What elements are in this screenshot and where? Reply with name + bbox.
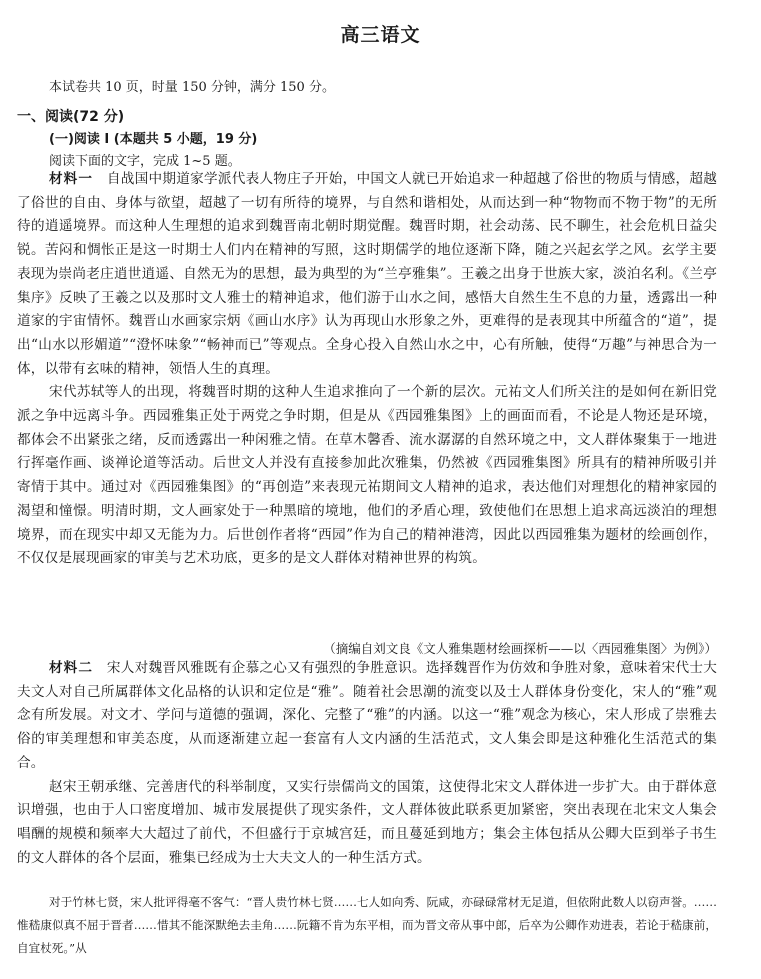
note-paragraph: 对于竹林七贤，宋人批评得毫不客气：“晋人贵竹林七贤……七人如向秀、阮咸，亦碌碌常材无足道，但依附此数人以窃声誉。……惟嵇康似真不屈于晋者……惜其不能深默绝去圭角……阮籍不肯为东平相，而为晋文帝从事中郎，后卒为公卿作劝进表，若论于嵇康前，自宜杖死。”从 (17, 895, 717, 955)
section-heading: 一、阅读(72 分) (17, 109, 125, 125)
material-one-paragraph-2: 宋代苏轼等人的出现，将魏晋时期的这种人生追求推向了一个新的层次。元祐文人们所关注的是如何在新旧党派之争中远离斗争。西园雅集正处于两党之争时期，但是从《西园雅集图》上的画面而看，不论是人物还是环境，都体会不出紧张之绪，反而透露出一种闲雅之情。在草木馨香、流水潺潺的自然环境之中，文人群体聚集于一地进行挥毫作画、谈禅论道等活动。后世文人并没有直接参加此次雅集，仍然被《西园雅集图》所具有的精神所吸引并寄情于其中。通过对《西园雅集图》的“再创造”来表现元祐期间文人精神的追求，表达他们对理想化的精神家园的渴望和憧憬。明清时期，文人画家处于一种黑暗的境地，他们的矛盾心理，致使他们在思想上追求高远淡泊的理想境界，而在现实中却又无能为力。后世创作者将“西园”作为自己的精神港湾，因此以西园雅集为题材的绘画创作，不仅仅是展现画家的审美与艺术功底，更多的是文人群体对精神世界的构筑。 (17, 384, 717, 567)
material-two (17, 657, 717, 870)
material-two-paragraph-2: 赵宋王朝承继、完善唐代的科举制度，又实行崇儒尚文的国策，这使得北宋文人群体进一步扩大。由于群体意识增强，也由于人口密度增加、城市发展提供了现实条件，文人群体彼此联系更加紧密，突出表现在北宋文人集会唱酬的规模和频率大大超过了前代，不但盛行于京城宫廷，而且蔓延到地方；集会主体包括从公卿大臣到举子书生的文人群体的各个层面，雅集已经成为士大夫文人的一种生活方式。 (17, 778, 717, 866)
page-title: 高三语文 (340, 24, 421, 46)
material-one-label: 材料一 (49, 171, 94, 187)
material-two-paragraph-1 (17, 657, 717, 776)
material-two-label: 材料二 (49, 660, 94, 676)
material-one-paragraph-1 (17, 168, 717, 381)
subsection-heading: (一)阅读 I (本题共 5 小题，19 分) (49, 132, 258, 147)
instruction-text: 阅读下面的文字，完成 1~5 题。 (49, 154, 241, 169)
material-one (17, 168, 717, 571)
material-two-text-1: 宋人对魏晋风雅既有企慕之心又有强烈的争胜意识。选择魏晋作为仿效和争胜对象，意味着宋代士大夫文人对自己所属群体文化品格的认识和定位是“雅”。随着社会思潮的流变以及士人群体身份变化，宋人的“雅”观念有所发展。对文才、学问与道德的强调，深化、完整了“雅”的内涵。以这一“雅”观念为核心，宋人形成了崇雅去俗的审美理想和审美态度，从而逐渐建立起一套富有人文内涵的生活范式，文人集会即是这种雅化生活范式的集合。 (17, 660, 718, 771)
source-citation: （摘编自刘文良《文人雅集题材绘画探析——以〈西园雅集图〉为例》） (323, 641, 717, 656)
material-two-note (17, 891, 717, 960)
exam-intro: 本试卷共 10 页，时量 150 分钟，满分 150 分。 (49, 80, 335, 95)
material-one-text-1: 自战国中期道家学派代表人物庄子开始，中国文人就已开始追求一种超越了俗世的物质与情感，超越了俗世的自由、身体与欲望，超越了一切有所待的境界，与自然和谐相处，从而达到一种“物物而不物于物”的无所待的逍遥境界。而这种人生理想的追求到魏晋南北朝时期觉醒。魏晋时期，社会动荡、民不聊生，社会危机日益尖锐。苦闷和惆怅正是这一时期士人们内在精神的写照，这时期儒学的地位逐渐下降，随之兴起玄学之风。玄学主要表现为崇尚老庄逍世逍遥、自然无为的思想，最为典型的为“兰亭雅集”。王羲之出身于世族大家，淡泊名利。《兰亭集序》反映了王羲之以及那时文人雅士的精神追求，他们游于山水之间，感悟大自然生生不息的力量，透露出一种道家的宇宙情怀。魏晋山水画家宗炳《画山水序》认为再现山水形象之外，更难得的是表现其中所蕴含的“道”，提出“山水以形媚道”“澄怀味象”“畅神而已”等观点。全身心投入自然山水之中，心有所触，使得“万趣”与神思合为一体，以带有玄味的精神，领悟人生的真理。 (17, 171, 718, 377)
